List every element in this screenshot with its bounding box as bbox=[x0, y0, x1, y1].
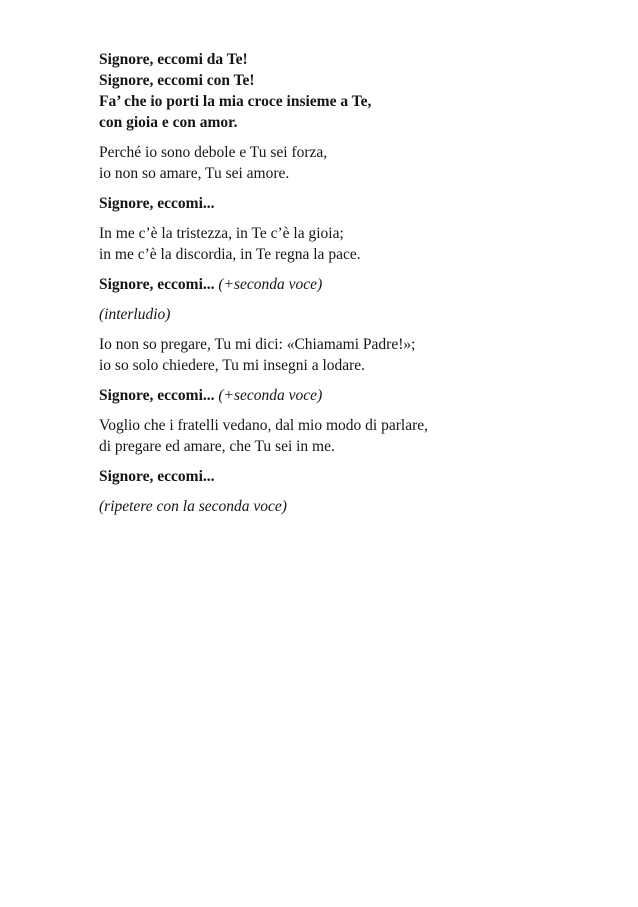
verse-line: io so solo chiedere, Tu mi insegni a lodare. bbox=[99, 357, 366, 374]
chorus-line: Fa’ che io porti la mia croce insieme a Te, bbox=[99, 93, 372, 110]
verse-stanza bbox=[99, 415, 559, 457]
refrain-line bbox=[99, 385, 559, 406]
verse-line: Io non so pregare, Tu mi dici: «Chiamami Padre!»; bbox=[99, 336, 416, 353]
second-voice-note: (+seconda voce) bbox=[218, 276, 323, 293]
refrain-text: Signore, eccomi... bbox=[99, 276, 215, 293]
verse-line: Voglio che i fratelli vedano, dal mio modo di parlare, bbox=[99, 417, 428, 434]
verse-stanza bbox=[99, 142, 559, 184]
verse-stanza bbox=[99, 334, 559, 376]
repeat-instruction bbox=[99, 496, 559, 517]
chorus-stanza bbox=[99, 49, 559, 133]
verse-line: in me c’è la discordia, in Te regna la pace. bbox=[99, 246, 361, 263]
second-voice-note: (+seconda voce) bbox=[218, 387, 323, 404]
chorus-line: Signore, eccomi con Te! bbox=[99, 72, 255, 89]
refrain-line bbox=[99, 274, 559, 295]
verse-line: di pregare ed amare, che Tu sei in me. bbox=[99, 438, 335, 455]
refrain-text: Signore, eccomi... bbox=[99, 387, 215, 404]
instruction-text: (ripetere con la seconda voce) bbox=[99, 498, 287, 515]
lyrics-text bbox=[99, 49, 559, 526]
refrain-line bbox=[99, 193, 559, 214]
verse-stanza bbox=[99, 223, 559, 265]
refrain-text: Signore, eccomi... bbox=[99, 195, 215, 212]
refrain-with-note bbox=[99, 274, 559, 295]
chorus-line: con gioia e con amor. bbox=[99, 114, 238, 131]
refrain-line bbox=[99, 466, 559, 487]
interlude-instruction bbox=[99, 304, 559, 325]
chorus-line: Signore, eccomi da Te! bbox=[99, 51, 248, 68]
instruction-text: (interludio) bbox=[99, 306, 171, 323]
verse-line: io non so amare, Tu sei amore. bbox=[99, 165, 290, 182]
refrain-with-note bbox=[99, 385, 559, 406]
verse-line: Perché io sono debole e Tu sei forza, bbox=[99, 144, 328, 161]
verse-line: In me c’è la tristezza, in Te c’è la gioia; bbox=[99, 225, 344, 242]
refrain-text: Signore, eccomi... bbox=[99, 468, 215, 485]
